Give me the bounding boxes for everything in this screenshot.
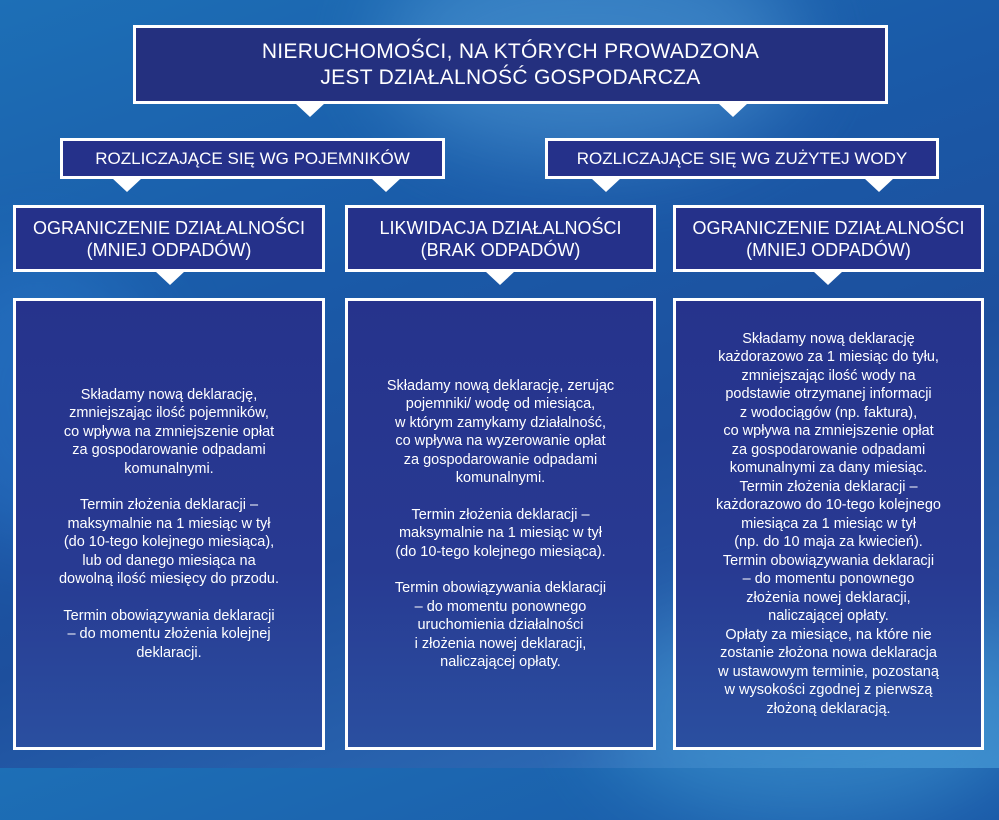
column-2-header [345, 205, 656, 272]
category-containers-label: ROZLICZAJĄCE SIĘ WG POJEMNIKÓW [95, 148, 410, 168]
category-water-box [545, 138, 939, 179]
column-1-content [13, 298, 325, 750]
column-3-heading-line-1: OGRANICZENIE DZIAŁALNOŚCI [692, 217, 965, 238]
arrow-water-left [591, 178, 621, 192]
column-1-paragraph-3: Termin obowiązywania deklaracji – do momentu złożenia kolejnej deklaracji. [63, 607, 275, 661]
column-2-paragraph-2: Termin złożenia deklaracji – maksymalnie na 1 miesiąc w tył (do 10-tego kolejnego miesiąca). [395, 506, 606, 560]
column-3-paragraph-2: Termin złożenia deklaracji – każdorazowo do 10-tego kolejnego miesiąca za 1 miesiąc w tył (np. do 10 maja za kwiecień). [716, 478, 941, 551]
arrow-title-right [718, 103, 748, 117]
column-3-paragraph-4: Opłaty za miesiące, na które nie zostanie złożona nowa deklaracja w ustawowym terminie, pozostaną w wysokości zgodnej z pierwszą złożoną deklaracją. [718, 626, 939, 717]
column-2-content [345, 298, 656, 750]
column-1-paragraph-1: Składamy nową deklarację, zmniejszając ilość pojemników, co wpływa na zmniejszenie opłat za gospodarowanie odpadami komunalnymi. [63, 386, 275, 477]
main-title-box [133, 25, 888, 104]
arrow-column-1 [155, 271, 185, 285]
category-water-label: ROZLICZAJĄCE SIĘ WG ZUŻYTEJ WODY [576, 148, 908, 168]
column-2-heading-line-2: (BRAK ODPADÓW) [420, 239, 581, 260]
arrow-water-right [864, 178, 894, 192]
column-2-paragraph-3: Termin obowiązywania deklaracji – do momentu ponownego uruchomienia działalności i złożenia nowej deklaracji, naliczającej opłaty. [394, 580, 607, 670]
column-3-heading-line-2: (MNIEJ ODPADÓW) [746, 239, 911, 260]
column-2-heading-line-1: LIKWIDACJA DZIAŁALNOŚCI [379, 217, 622, 238]
arrow-containers-left [112, 178, 142, 192]
column-1-header [13, 205, 325, 272]
column-1-heading-line-1: OGRANICZENIE DZIAŁALNOŚCI [32, 217, 306, 238]
arrow-containers-right [371, 178, 401, 192]
column-3-content [673, 298, 984, 750]
column-3-paragraph-1: Składamy nową deklarację każdorazowo za 1 miesiąc do tyłu, zmniejszając ilość wody na podstawie otrzymanej informacji z wodociągów (np. faktura), co wpływa na zmniejszenie opłat za gospodarowanie odpadami komunalnymi za dany miesiąc. [718, 330, 939, 477]
arrow-column-2 [485, 271, 515, 285]
main-title-line-1: NIERUCHOMOŚCI, NA KTÓRYCH PROWADZONA [261, 39, 760, 63]
column-1-heading-line-2: (MNIEJ ODPADÓW) [86, 239, 252, 260]
column-3-paragraph-3: Termin obowiązywania deklaracji – do momentu ponownego złożenia nowej deklaracji, naliczającej opłaty. [722, 552, 935, 625]
category-containers-box [60, 138, 445, 179]
column-1-paragraph-2: Termin złożenia deklaracji – maksymalnie na 1 miesiąc w tył (do 10-tego kolejnego miesiąca), lub od danego miesiąca na dowolną ilość miesięcy do przodu. [58, 497, 280, 588]
column-3-header [673, 205, 984, 272]
arrow-title-left [295, 103, 325, 117]
main-title-line-2: JEST DZIAŁALNOŚĆ GOSPODARCZA [320, 65, 701, 89]
column-2-paragraph-1: Składamy nową deklarację, zerując pojemniki/ wodę od miesiąca, w którym zamykamy działalność, co wpływa na wyzerowanie opłat za gospodarowanie odpadami komunalnymi. [386, 377, 615, 486]
arrow-column-3 [813, 271, 843, 285]
